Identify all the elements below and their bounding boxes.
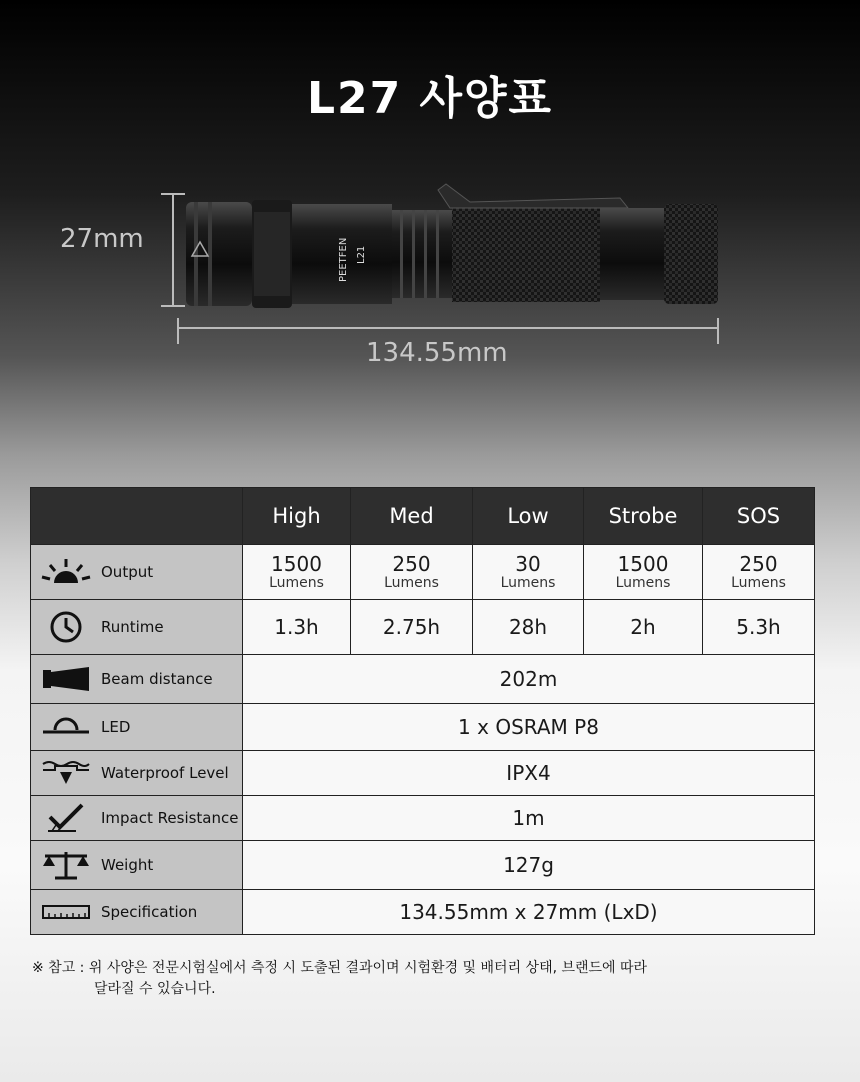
spec-row xyxy=(31,890,815,935)
led-value: 1 x OSRAM P8 xyxy=(243,704,815,751)
weight-value: 127g xyxy=(243,841,815,890)
page-title: L27 사양표 xyxy=(306,73,554,124)
runtime-strobe: 2h xyxy=(584,600,703,655)
impact-icon xyxy=(39,801,93,835)
runtime-sos: 5.3h xyxy=(703,600,815,655)
mode-high: High xyxy=(243,488,351,545)
led-icon xyxy=(39,710,93,744)
waterproof-icon xyxy=(39,756,93,790)
clock-icon xyxy=(39,610,93,644)
output-med: 250 Lumens xyxy=(351,545,473,600)
output-high: 1500 Lumens xyxy=(243,545,351,600)
brand-mark: PEETFEN xyxy=(338,237,349,282)
output-strobe: 1500 Lumens xyxy=(584,545,703,600)
height-dimension-label: 27mm xyxy=(60,224,144,254)
runtime-low: 28h xyxy=(473,600,584,655)
mode-strobe: Strobe xyxy=(584,488,703,545)
footnote xyxy=(32,958,647,1000)
length-dimension-label: 134.55mm xyxy=(366,338,508,368)
beam-row xyxy=(31,655,815,704)
spec-table xyxy=(30,487,815,935)
spec-label: Specification xyxy=(101,903,198,921)
runtime-row xyxy=(31,600,815,655)
sunburst-icon xyxy=(39,555,93,589)
beam-value: 202m xyxy=(243,655,815,704)
mode-med: Med xyxy=(351,488,473,545)
mode-header-row xyxy=(31,488,815,545)
waterproof-label: Waterproof Level xyxy=(101,764,229,782)
output-label: Output xyxy=(101,563,154,581)
mode-low: Low xyxy=(473,488,584,545)
beam-label: Beam distance xyxy=(101,670,213,688)
flashlight-image xyxy=(150,172,730,352)
impact-label: Impact Resistance xyxy=(101,809,239,827)
led-row xyxy=(31,704,815,751)
beam-icon xyxy=(39,662,93,696)
footnote-line-2: 달라질 수 있습니다. xyxy=(94,981,216,997)
output-sos: 250 Lumens xyxy=(703,545,815,600)
header-corner xyxy=(31,488,243,545)
spec-value: 134.55mm x 27mm (LxD) xyxy=(243,890,815,935)
impact-value: 1m xyxy=(243,796,815,841)
ruler-icon xyxy=(39,895,93,929)
scale-icon xyxy=(39,848,93,882)
output-low: 30 Lumens xyxy=(473,545,584,600)
waterproof-row xyxy=(31,751,815,796)
model-mark: L21 xyxy=(356,245,367,264)
runtime-label: Runtime xyxy=(101,618,164,636)
led-label: LED xyxy=(101,718,131,736)
footnote-line-1: ※ 참고 : 위 사양은 전문시험실에서 측정 시 도출된 결과이며 시험환경 및 배터리 상태, 브랜드에 따라 xyxy=(32,960,648,976)
runtime-high: 1.3h xyxy=(243,600,351,655)
mode-sos: SOS xyxy=(703,488,815,545)
runtime-med: 2.75h xyxy=(351,600,473,655)
weight-row xyxy=(31,841,815,890)
impact-row xyxy=(31,796,815,841)
waterproof-value: IPX4 xyxy=(243,751,815,796)
output-row xyxy=(31,545,815,600)
weight-label: Weight xyxy=(101,856,154,874)
